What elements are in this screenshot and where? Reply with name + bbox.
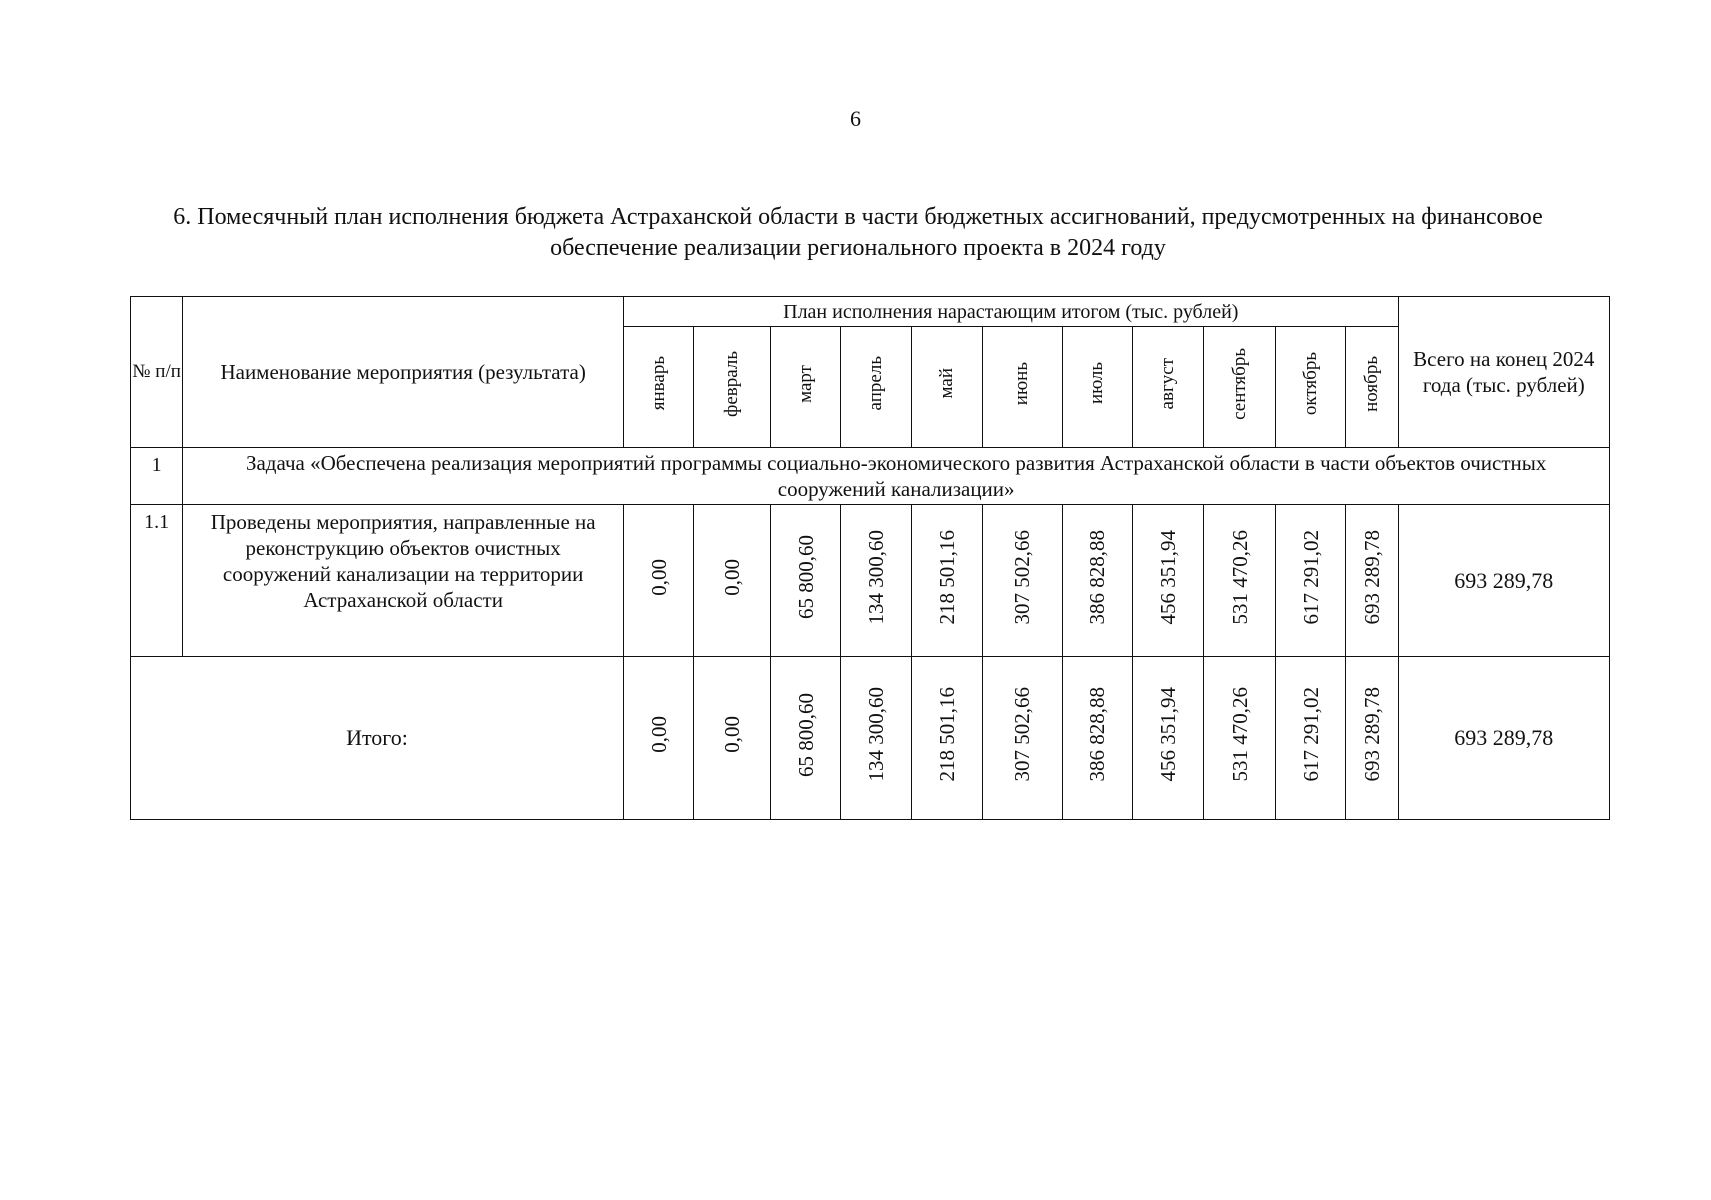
month-header <box>841 327 911 448</box>
task-index: 1 <box>131 448 183 505</box>
item-index: 1.1 <box>131 505 183 657</box>
summary-value-cell-text: 617 291,02 <box>1298 687 1323 782</box>
item-name: Проведены мероприятия, направленные на реконструкцию объектов очистных сооружений канализации на территории Астраханской области <box>183 505 624 657</box>
month-header-text: апрель <box>864 356 886 411</box>
month-header <box>1346 327 1398 448</box>
item-total-cell: 693 289,78 <box>1398 505 1609 657</box>
item-row <box>131 505 1610 657</box>
task-row <box>131 448 1610 505</box>
month-header <box>983 327 1062 448</box>
item-value-cell-text: 0,00 <box>720 558 745 596</box>
month-header <box>623 327 693 448</box>
month-header-text: сентябрь <box>1228 347 1250 420</box>
item-value-cell <box>770 505 840 657</box>
item-value-cell-text: 617 291,02 <box>1298 529 1323 625</box>
budget-plan-table <box>130 296 1610 820</box>
summary-value-cell <box>1275 657 1345 820</box>
summary-value-cell <box>1346 657 1398 820</box>
summary-value-cell <box>983 657 1062 820</box>
month-header-text: август <box>1157 357 1179 410</box>
month-header <box>694 327 770 448</box>
month-header <box>911 327 982 448</box>
summary-value-cell <box>1133 657 1204 820</box>
month-header-text: февраль <box>721 350 743 417</box>
item-value-cell <box>694 505 770 657</box>
item-value-cell <box>1204 505 1275 657</box>
summary-value-cell-text: 456 351,94 <box>1156 687 1181 782</box>
month-header-text: март <box>794 364 816 403</box>
month-header-text: октябрь <box>1299 351 1321 416</box>
item-value-cell-text: 307 502,66 <box>1010 529 1035 625</box>
page-number: 6 <box>850 106 861 131</box>
month-header <box>1204 327 1275 448</box>
summary-value-cell <box>911 657 982 820</box>
task-description: Задача «Обеспечена реализация мероприятий программы социально-экономического развития Астраханской области в части объектов очистных сооружений канализации» <box>183 448 1610 505</box>
summary-value-cell <box>841 657 911 820</box>
summary-value-cell <box>770 657 840 820</box>
item-value-cell-text: 65 800,60 <box>793 535 818 619</box>
summary-value-cell <box>1062 657 1132 820</box>
summary-total-cell: 693 289,78 <box>1398 657 1609 820</box>
item-value-cell <box>1346 505 1398 657</box>
month-header <box>770 327 840 448</box>
item-value-cell-text: 531 470,26 <box>1227 529 1252 625</box>
item-value-cell <box>1062 505 1132 657</box>
item-value-cell <box>1275 505 1345 657</box>
name-column-header: Наименование мероприятия (результата) <box>183 297 624 448</box>
item-value-cell-text: 0,00 <box>646 558 671 596</box>
summary-value-cell <box>623 657 693 820</box>
summary-value-cell <box>694 657 770 820</box>
item-value-cell <box>911 505 982 657</box>
summary-value-cell-text: 134 300,60 <box>863 687 888 782</box>
total-column-header: Всего на конец 2024 года (тыс. рублей) <box>1398 297 1609 448</box>
month-header-text: ноябрь <box>1360 355 1382 412</box>
item-value-cell <box>983 505 1062 657</box>
month-header-text: январь <box>647 356 669 411</box>
summary-value-cell-text: 0,00 <box>720 716 745 753</box>
month-header-text: май <box>935 368 957 399</box>
item-value-cell-text: 386 828,88 <box>1085 529 1110 625</box>
header-row-plan <box>131 297 1610 327</box>
summary-value-cell-text: 693 289,78 <box>1359 687 1384 782</box>
document-title: 6. Помесячный план исполнения бюджета Астраханской области в части бюджетных ассигнований, предусмотренных на финансовое обеспечение реализации регионального проекта в 2024 году <box>173 204 1543 261</box>
month-header <box>1133 327 1204 448</box>
number-column-header: № п/п <box>131 297 183 448</box>
total-label: Итого: <box>131 657 624 820</box>
month-header-text: июль <box>1086 362 1108 405</box>
summary-value-cell-text: 0,00 <box>646 716 671 753</box>
item-value-cell-text: 134 300,60 <box>863 529 888 625</box>
month-header <box>1062 327 1132 448</box>
summary-value-cell-text: 307 502,66 <box>1010 687 1035 782</box>
item-value-cell <box>841 505 911 657</box>
total-row <box>131 657 1610 820</box>
item-value-cell-text: 218 501,16 <box>934 529 959 625</box>
item-value-cell <box>1133 505 1204 657</box>
summary-value-cell <box>1204 657 1275 820</box>
summary-value-cell-text: 218 501,16 <box>934 687 959 782</box>
item-value-cell-text: 693 289,78 <box>1359 529 1384 625</box>
plan-group-header: План исполнения нарастающим итогом (тыс. рублей) <box>623 297 1398 327</box>
month-header <box>1275 327 1345 448</box>
summary-value-cell-text: 531 470,26 <box>1227 687 1252 782</box>
item-value-cell-text: 456 351,94 <box>1156 529 1181 625</box>
month-header-text: июнь <box>1011 361 1033 406</box>
summary-value-cell-text: 386 828,88 <box>1085 687 1110 782</box>
item-value-cell <box>623 505 693 657</box>
summary-value-cell-text: 65 800,60 <box>793 692 818 777</box>
